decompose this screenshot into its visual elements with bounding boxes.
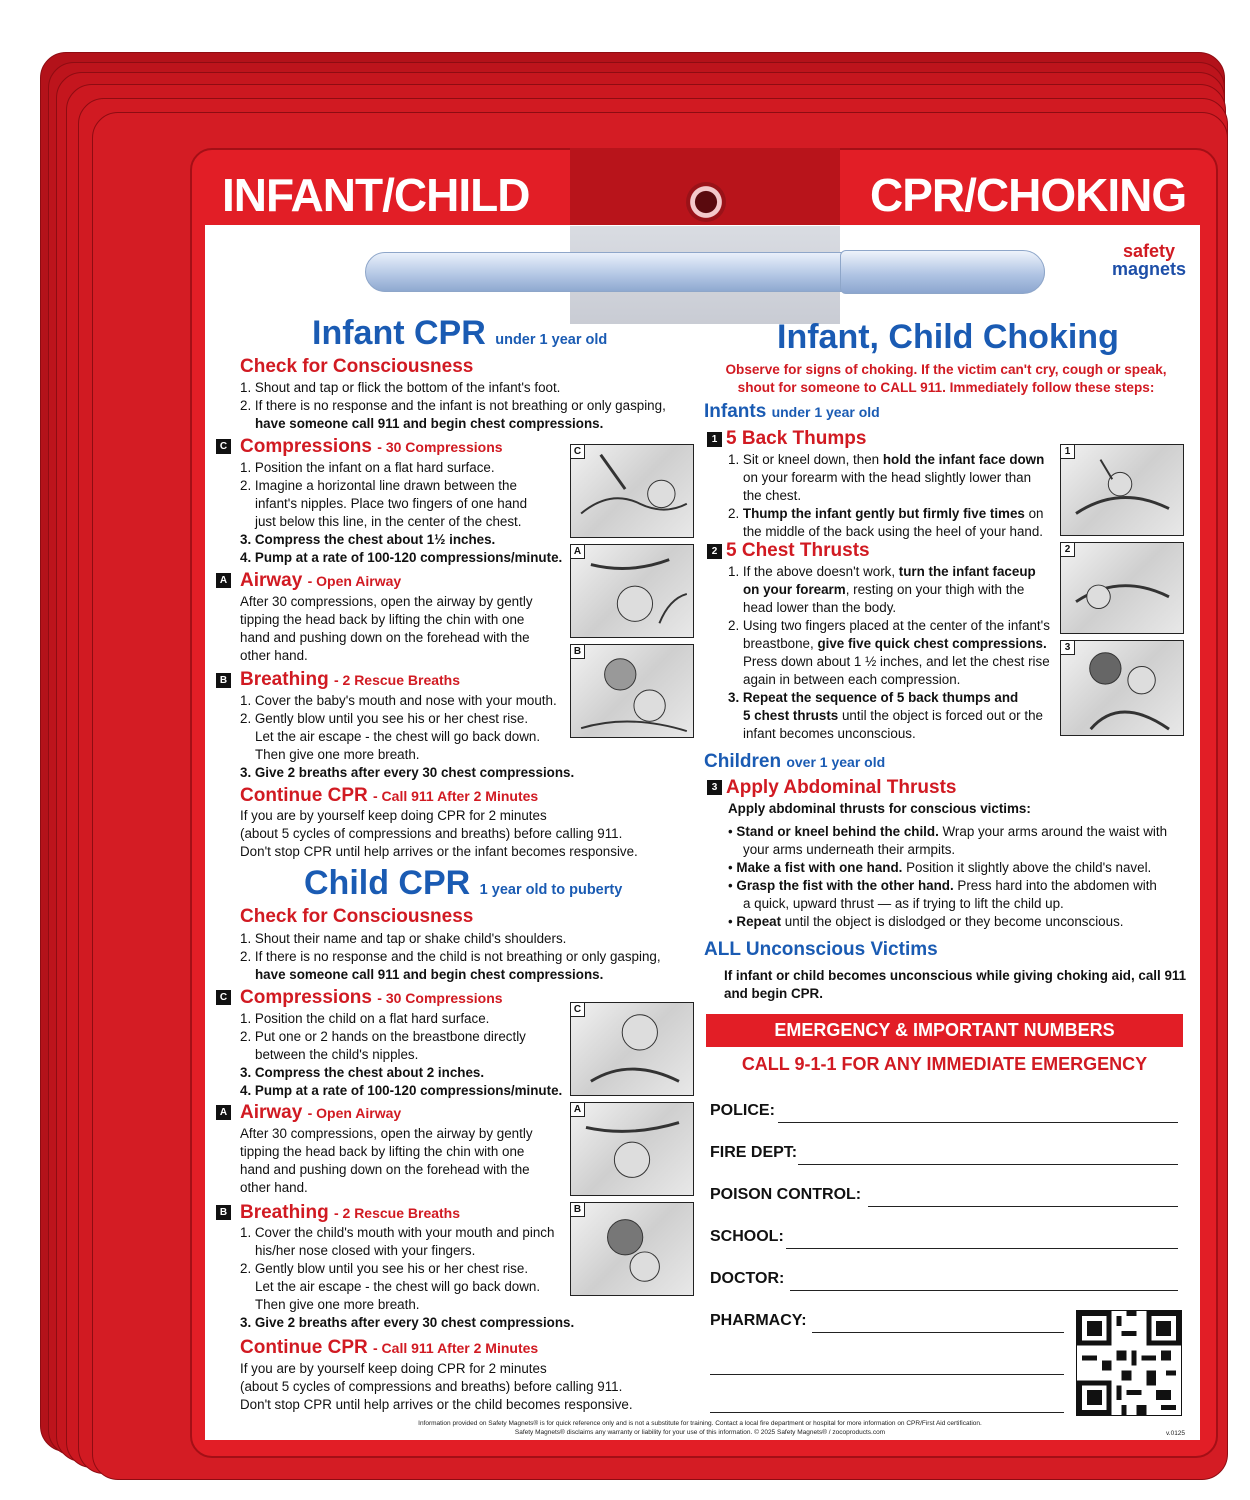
compressions-tag: C [216,439,231,454]
infant-continue-heading: Continue CPR - Call 911 After 2 Minutes [240,785,539,806]
child-continue-text: If you are by yourself keep doing CPR for 2 minutes (about 5 cycles of compressions and breaths) before calling 911. Don't stop CPR until help arrives or the child becomes responsive. [240,1361,633,1412]
child-consciousness-text: 1. Shout their name and tap or shake child's shoulders. 2. If there is no response and the child is not breathing or only gasping, have someone call 911 and begin chest compressions. [240,931,661,982]
compressions-tag: C [216,990,231,1005]
version-label: v.0125 [1166,1430,1186,1437]
child-compression-illustration: C [570,1002,694,1096]
emergency-bar: EMERGENCY & IMPORTANT NUMBERS [706,1014,1183,1047]
police-field[interactable] [778,1122,1178,1123]
child-breathing-heading: Breathing - 2 Rescue Breaths [240,1202,461,1223]
step-2-tag: 2 [707,544,722,559]
pharmacy-label: PHARMACY: [710,1312,807,1329]
title-infant-child: INFANT/CHILD [222,169,530,221]
logo-line1: safety [1122,241,1176,261]
back-thumps-text: 1. Sit or kneel down, then hold the infant face down on your forearm with the head slightly lower than the chest. 2. Thump the infant gently but firmly five times on the middle of the back using the heel of your hand. [728,452,1045,539]
infant-breathing-text: 1. Cover the baby's mouth and nose with your mouth. 2. Gently blow until you see his or her chest rise. Let the air escape - the chest will go back down. Then give one more breath. 3. Give 2 breaths after every 30 chest compressions. [240,693,575,780]
infant-consciousness-heading: Check for Consciousness [240,356,474,377]
step-3-tag: 3 [707,780,722,795]
fire-dept-label: FIRE DEPT: [710,1144,798,1161]
infant-airway-heading: Airway - Open Airway [240,570,402,591]
abdominal-thrusts-heading: Apply Abdominal Thrusts [726,777,957,798]
abdominal-thrusts-illustration: 3 [1060,640,1184,736]
airway-tag: A [216,573,231,588]
back-thumps-heading: 5 Back Thumps [726,428,867,449]
pharmacy-field[interactable] [812,1332,1064,1333]
child-continue-heading: Continue CPR - Call 911 After 2 Minutes [240,1337,539,1358]
child-breathing-illustration: B [570,1202,694,1296]
infant-airway-illustration: A [570,544,694,638]
infant-breathing-illustration: B [570,644,694,738]
child-compressions-text: 1. Position the child on a flat hard surface. 2. Put one or 2 hands on the breastbone directly between the child's nipples. 3. Compress the chest about 2 inches. 4. Pump at a rate of 100-120 compressions/minute. [240,1011,563,1098]
child-cpr-heading: Child CPR 1 year old to puberty [304,864,623,902]
child-breathing-text: 1. Cover the child's mouth with your mouth and pinch his/her nose closed with your fingers. 2. Gently blow until you see his or her chest rise. Let the air escape - the chest will go back down. Then give one more breath. 3. Give 2 breaths after every 30 chest compressions. [240,1225,575,1330]
qr-code-icon[interactable] [1076,1310,1182,1416]
fire-dept-field[interactable] [798,1164,1178,1165]
infant-cpr-heading: Infant CPR under 1 year old [312,314,608,352]
chest-thrusts-heading: 5 Chest Thrusts [726,540,870,561]
doctor-field[interactable] [790,1290,1178,1291]
child-consciousness-heading: Check for Consciousness [240,906,474,927]
infant-compressions-text: 1. Position the infant on a flat hard surface. 2. Imagine a horizontal line drawn between the infant's nipples. Place two fingers of one hand just below this line, in the center of the chest. 3. Compress the chest about 1½ inches. 4. Pump at a rate of 100-120 compressions/minute. [240,460,563,565]
infants-heading: Infants under 1 year old [704,401,880,422]
breathing-tag: B [216,1205,231,1220]
child-compressions-heading: Compressions - 30 Compressions [240,987,503,1008]
poison-control-field[interactable] [868,1206,1178,1207]
logo-line2: magnets [1111,259,1187,279]
pharmacy-field-line2[interactable] [710,1374,1064,1375]
children-heading: Children over 1 year old [704,751,886,772]
child-airway-text: After 30 compressions, open the airway by gently tipping the head back by lifting the chin with one hand and pushing down on the forehead with the other hand. [240,1126,533,1195]
infant-compressions-heading: Compressions - 30 Compressions [240,436,503,457]
infant-consciousness-text: 1. Shout and tap or flick the bottom of the infant's foot. 2. If there is no response and the infant is not breathing or only gasping, have someone call 911 and begin chest compressions. [240,380,666,431]
pen-cap-icon[interactable] [840,250,1045,294]
abdominal-thrusts-text: Apply abdominal thrusts for conscious victims: • Stand or kneel behind the child. Wrap your arms around the waist with your arms underneath their armpits. • Make a fist with one hand. Position it slightly above the child's navel. • Grasp the fist with the other hand. Press hard into the abdomen with a quick, upward thrust — as if trying to lift the child up. • Repeat until the object is dislodged or they become unconscious. [728,801,1168,929]
footer-disclaimer: Information provided on Safety Magnets® is for quick reference only and is not a substitute for training. Contact a local fire department or hospital for more information on CPR/First Aid certification. Safety Magnets® disclaims any warranty or liability for your use of this information. © 2025 Safety Magnets® / zocoproducts.com [418,1420,982,1436]
poison-control-label: POISON CONTROL: [710,1186,862,1203]
infant-airway-text: After 30 compressions, open the airway by gently tipping the head back by lifting the chin with one hand and pushing down on the forehead with the other hand. [240,594,533,663]
child-airway-illustration: A [570,1102,694,1196]
chest-thrusts-illustration: 2 [1060,542,1184,634]
school-field[interactable] [786,1248,1178,1249]
title-cpr-choking: CPR/CHOKING [870,169,1187,221]
breathing-tag: B [216,673,231,688]
police-label: POLICE: [710,1102,775,1119]
back-thumps-illustration: 1 [1060,444,1184,536]
infant-breathing-heading: Breathing - 2 Rescue Breaths [240,669,461,690]
unconscious-heading: ALL Unconscious Victims [704,939,938,960]
child-airway-heading: Airway - Open Airway [240,1102,402,1123]
pharmacy-field-line3[interactable] [710,1412,1064,1413]
airway-tag: A [216,1105,231,1120]
unconscious-text: If infant or child becomes unconscious while giving choking aid, call 911 and begin CPR. [724,968,1187,1001]
grommet-hole-icon [686,182,726,222]
school-label: SCHOOL: [710,1228,784,1245]
choking-note: Observe for signs of choking. If the victim can't cry, cough or speak, shout for someone to CALL 911. Immediately follow these steps: [725,362,1167,395]
infant-compression-illustration: C [570,444,694,538]
infant-continue-text: If you are by yourself keep doing CPR for 2 minutes (about 5 cycles of compressions and breaths) before calling 911. Don't stop CPR until help arrives or the infant becomes responsive. [240,808,638,859]
choking-heading: Infant, Child Choking [777,318,1119,356]
call-911-text: CALL 9-1-1 FOR ANY IMMEDIATE EMERGENCY [741,1054,1148,1074]
step-1-tag: 1 [707,432,722,447]
safety-magnets-logo [1104,242,1194,278]
chest-thrusts-text: 1. If the above doesn't work, turn the infant faceup on your forearm, resting on your thigh with the head lower than the body. 2. Using two fingers placed at the center of the infant's breastbone, give five quick chest compressions. Press down about 1 ½ inches, and let the chest rise again in between each compression. 3. Repeat the sequence of 5 back thumps and 5 chest thrusts until the object is forced out or the infant becomes unconscious. [728,564,1050,741]
doctor-label: DOCTOR: [710,1270,785,1287]
